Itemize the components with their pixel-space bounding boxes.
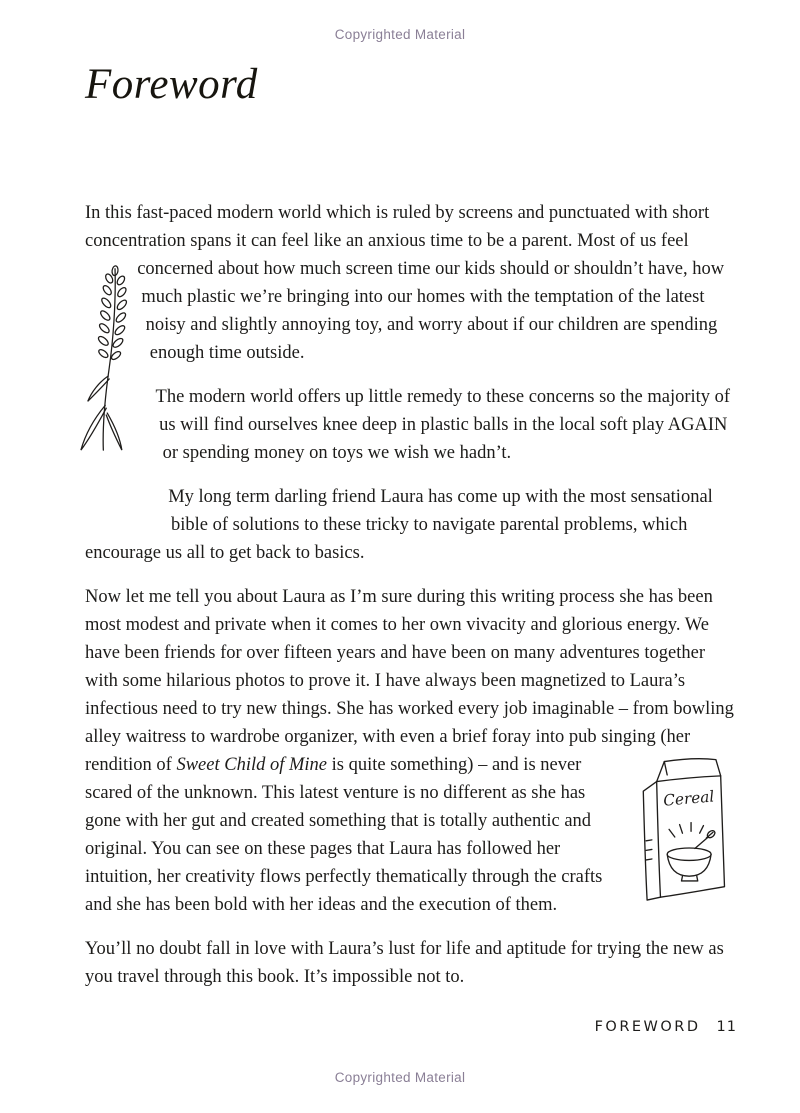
footer-page-number: 11 — [716, 1019, 737, 1035]
foreword-body — [85, 199, 735, 1007]
copyright-notice-bottom: Copyrighted Material — [334, 1070, 466, 1085]
italic-song-title: Sweet Child of Mine — [176, 755, 328, 775]
paragraph-laura-intro — [85, 483, 735, 567]
paragraph-text: Now let me tell you about Laura as I’m sure during this writing process she has been most modest and private when it comes to her own vivacity and glorious energy. We have been friends for over fifteen years and have been on many adventures together with some hilarious photos to prove it. I have always been magnetized to Laura’s infectious need to try new things. She has worked every job imaginable – from bowling alley waitress to wardrobe organizer, with even a brief foray into pub singing (her rendition of — [85, 587, 734, 775]
paragraph-text: You’ll no doubt fall in love with Laura’s lust for life and aptitude for trying the new as you travel through this book. It’s impossible not to. — [85, 939, 724, 987]
paragraph-text: The modern world offers up little remedy to these concerns so the majority of us will find ourselves knee deep in plastic balls in the local soft play AGAIN or spending money on toys we wish we hadn’t. — [155, 387, 731, 463]
paragraph-text: In this fast-paced modern world which is ruled by screens and punctuated with short concentration spans it can feel like an anxious time to be a parent. Most of us feel concerned about how much screen time our kids should or shouldn’t have, how much plastic we’re bringing into our homes with the temptation of the latest noisy and slightly annoying toy, and worry about if our children are spending enough time outside. — [85, 203, 725, 363]
footer-section-label: FOREWORD — [594, 1019, 701, 1035]
paragraph-closing — [85, 935, 735, 991]
cereal-box-label: Cereal — [662, 787, 715, 810]
paragraph-text: My long term darling friend Laura has come up with the most sensational bible of solutions to these tricky to navigate parental problems, which encourage us all to get back to basics. — [85, 487, 713, 563]
cereal-box-illustration — [603, 751, 735, 917]
page-footer — [595, 1019, 737, 1035]
paragraph-remedy — [85, 383, 735, 467]
paragraph-text: is quite something) – and is never scared of the unknown. This latest venture is no different as she has gone with her gut and created something that is totally authentic and original. You can see on these pages that Laura has followed her intuition, her creativity flows perfectly thematically through the crafts and she has been bold with her ideas and the execution of them. — [85, 755, 603, 915]
paragraph-intro — [85, 199, 735, 367]
paragraph-about-laura — [85, 583, 735, 919]
copyright-notice-top: Copyrighted Material — [334, 27, 466, 42]
page-title: Foreword — [85, 61, 258, 108]
